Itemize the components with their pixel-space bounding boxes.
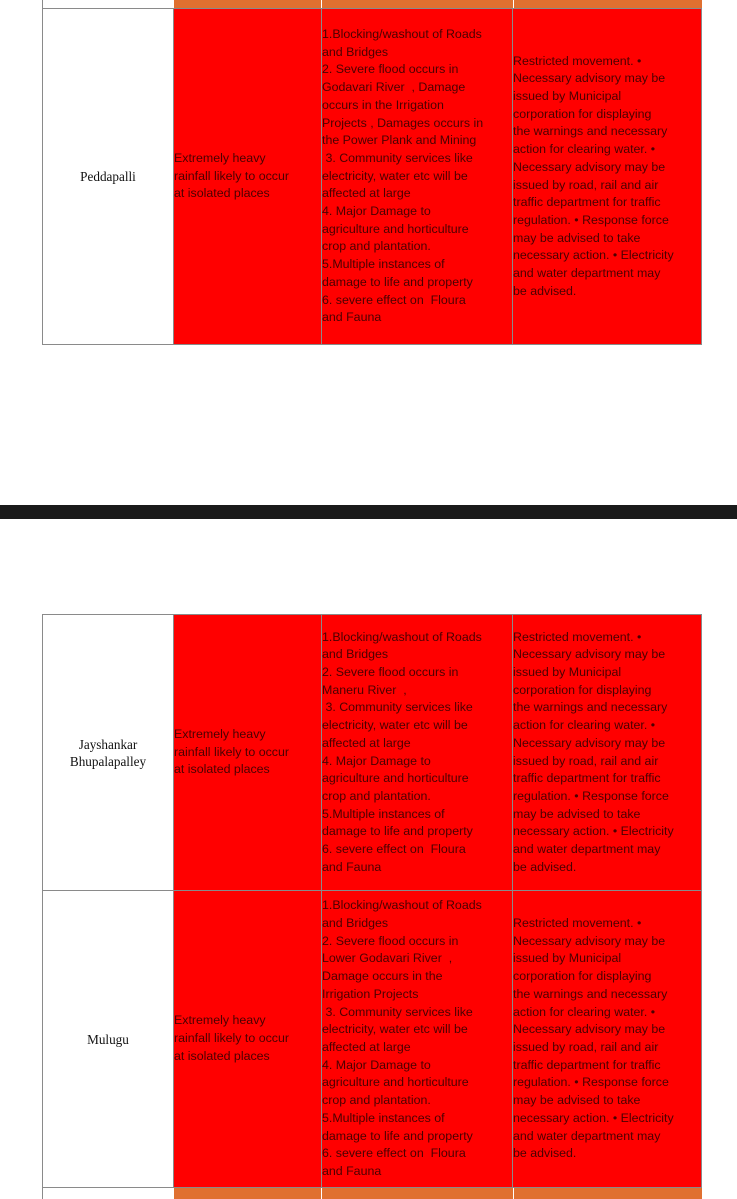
action-line: and water department may [513, 1128, 661, 1143]
action-line: necessary action. • Electricity [513, 824, 674, 839]
next-row-strip-c3 [322, 1188, 513, 1199]
forecast-line: at isolated places [174, 186, 270, 201]
impact-line: 6. severe effect on Floura [322, 1146, 466, 1161]
impact-line: affected at large [322, 186, 411, 201]
impact-line: crop and plantation. [322, 1093, 431, 1108]
district-table-page-2 [42, 614, 702, 1188]
action-line: Necessary advisory may be [513, 933, 666, 948]
impact-line: 5.Multiple instances of [322, 1110, 445, 1125]
impact-line: 6. severe effect on Floura [322, 292, 466, 307]
district-name: Bhupalapalley [69, 753, 147, 769]
impact-line: occurs in the Irrigation [322, 97, 444, 112]
action-line: issued by road, rail and air [513, 1040, 659, 1054]
impact-line: 1.Blocking/washout of Roads [322, 898, 482, 913]
table-left-border-top [42, 0, 43, 8]
action-line: action for clearing water. • [513, 718, 656, 733]
impact-line: 1.Blocking/washout of Roads [322, 27, 482, 42]
impact-line: 3. Community services like [322, 700, 473, 715]
action-line: Restricted movement. • [513, 53, 642, 68]
action-line: regulation. • Response force [513, 788, 669, 803]
forecast-cell [174, 9, 322, 345]
forecast-cell [174, 615, 322, 891]
impact-line: agriculture and horticulture [322, 771, 469, 786]
district-cell [43, 615, 174, 891]
impact-line: electricity, water etc will be [322, 718, 468, 733]
impact-line: Damage occurs in the [322, 969, 443, 984]
forecast-line: at isolated places [174, 1048, 270, 1063]
action-line: issued by Municipal [513, 951, 622, 966]
action-line: Restricted movement. • [513, 916, 642, 931]
action-line: necessary action. • Electricity [513, 248, 674, 263]
action-line: action for clearing water. • [513, 142, 656, 157]
forecast-line: rainfall likely to occur [174, 744, 290, 759]
district-name: Jayshankar [78, 736, 138, 752]
district-name: Mulugu [87, 1031, 129, 1047]
district-table-page-1 [42, 8, 702, 345]
district-cell [43, 891, 174, 1188]
impact-line: and Bridges [322, 916, 389, 931]
impacts-cell [322, 9, 513, 345]
impact-line: 4. Major Damage to [322, 204, 431, 219]
impact-line: and Fauna [322, 859, 382, 874]
impact-line: 5.Multiple instances of [322, 806, 445, 821]
action-line: and water department may [513, 842, 661, 857]
district-cell [43, 9, 174, 345]
impact-line: agriculture and horticulture [322, 1075, 469, 1090]
impact-line: Godavari River , Damage [322, 80, 466, 95]
impact-line: 2. Severe flood occurs in [322, 664, 459, 679]
impact-line: electricity, water etc will be [322, 1022, 468, 1037]
page-break [0, 505, 737, 519]
prev-row-strip-c3 [322, 0, 513, 8]
action-line: Necessary advisory may be [513, 647, 666, 662]
impact-line: damage to life and property [322, 1128, 473, 1143]
action-line: and water department may [513, 266, 661, 281]
action-line: regulation. • Response force [513, 1075, 669, 1090]
table-row-mulugu [43, 891, 702, 1188]
action-line: Necessary advisory may be [513, 71, 666, 86]
forecast-cell [174, 891, 322, 1188]
impact-line: affected at large [322, 1040, 411, 1054]
forecast-line: at isolated places [174, 762, 270, 777]
action-line: issued by Municipal [513, 88, 622, 103]
impact-line: affected at large [322, 735, 411, 750]
action-line: issued by road, rail and air [513, 753, 659, 768]
table-row-jayshankar-bhupalapalley [43, 615, 702, 891]
action-line: traffic department for traffic [513, 1057, 661, 1072]
action-line: Necessary advisory may be [513, 159, 666, 174]
impact-line: electricity, water etc will be [322, 168, 468, 183]
impact-line: damage to life and property [322, 274, 473, 289]
action-line: Necessary advisory may be [513, 1022, 666, 1037]
action-line: may be advised to take [513, 806, 641, 821]
action-line: corporation for displaying [513, 969, 652, 984]
impact-line: the Power Plank and Mining [322, 133, 477, 148]
action-line: traffic department for traffic [513, 771, 661, 786]
district-name: Peddapalli [80, 169, 136, 184]
action-line: regulation. • Response force [513, 212, 669, 227]
action-line: action for clearing water. • [513, 1004, 656, 1019]
next-row-strip-c2 [174, 1188, 321, 1199]
actions-cell [513, 615, 702, 891]
impact-line: 5.Multiple instances of [322, 257, 445, 272]
table-row-peddapalli [43, 9, 702, 345]
next-row-strip-c4 [514, 1188, 702, 1199]
forecast-line: Extremely heavy [174, 150, 266, 165]
forecast-line: Extremely heavy [174, 1013, 266, 1028]
impact-line: 3. Community services like [322, 150, 473, 165]
action-line: be advised. [513, 1146, 577, 1161]
actions-cell [513, 891, 702, 1188]
impacts-cell [322, 615, 513, 891]
impact-line: and Bridges [322, 647, 389, 662]
impact-line: Maneru River , [322, 682, 407, 697]
impact-line: damage to life and property [322, 824, 473, 839]
impact-line: 4. Major Damage to [322, 753, 431, 768]
impact-line: 2. Severe flood occurs in [322, 62, 459, 77]
impact-line: Lower Godavari River , [322, 951, 453, 966]
action-line: Necessary advisory may be [513, 735, 666, 750]
impact-line: and Bridges [322, 44, 389, 59]
action-line: corporation for displaying [513, 106, 652, 121]
action-line: issued by Municipal [513, 664, 622, 679]
impact-line: 6. severe effect on Floura [322, 842, 466, 857]
impact-line: agriculture and horticulture [322, 221, 469, 236]
forecast-line: Extremely heavy [174, 726, 266, 741]
table-left-border-bottom [42, 1188, 43, 1199]
action-line: may be advised to take [513, 1093, 641, 1108]
action-line: may be advised to take [513, 230, 641, 245]
action-line: issued by road, rail and air [513, 177, 659, 192]
actions-cell [513, 9, 702, 345]
action-line: traffic department for traffic [513, 195, 661, 210]
impact-line: crop and plantation. [322, 788, 431, 803]
action-line: the warnings and necessary [513, 124, 668, 139]
forecast-line: rainfall likely to occur [174, 168, 290, 183]
action-line: the warnings and necessary [513, 700, 668, 715]
prev-row-strip-c4 [514, 0, 702, 8]
action-line: the warnings and necessary [513, 986, 668, 1001]
action-line: Restricted movement. • [513, 629, 642, 644]
impact-line: 3. Community services like [322, 1004, 473, 1019]
impact-line: crop and plantation. [322, 239, 431, 254]
impact-line: Projects , Damages occurs in [322, 115, 484, 130]
impact-line: 4. Major Damage to [322, 1057, 431, 1072]
action-line: necessary action. • Electricity [513, 1110, 674, 1125]
impact-line: 2. Severe flood occurs in [322, 933, 459, 948]
impact-line: and Fauna [322, 1163, 382, 1178]
prev-row-strip-c2 [174, 0, 321, 8]
forecast-line: rainfall likely to occur [174, 1031, 290, 1046]
impacts-cell [322, 891, 513, 1188]
impact-line: and Fauna [322, 310, 382, 325]
action-line: be advised. [513, 283, 577, 298]
impact-line: Irrigation Projects [322, 986, 419, 1001]
action-line: be advised. [513, 859, 577, 874]
impact-line: 1.Blocking/washout of Roads [322, 629, 482, 644]
action-line: corporation for displaying [513, 682, 652, 697]
